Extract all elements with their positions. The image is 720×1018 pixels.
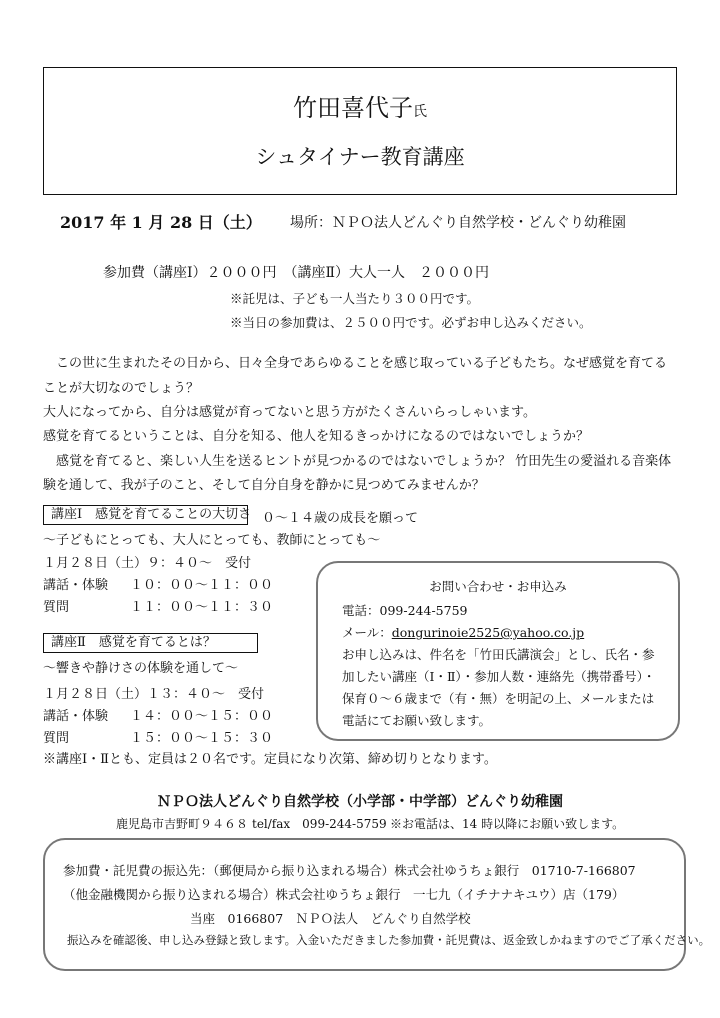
payment-line: 当座 0166807 ＮＰＯ法人 どんぐり自然学校: [190, 911, 471, 926]
intro-line: この世に生まれたその日から、日々全身であらゆることを感じ取っている子どもたち。なぜ感覚を育てる: [43, 356, 668, 371]
lecture1-row-time: １１：００～１１：３０: [130, 600, 274, 615]
intro-line: 大人になってから、自分は感覚が育ってないと思う方がたくさんいらっしゃいます。: [43, 405, 536, 420]
childcare-note: ※託児は、子ども一人当たり３００円です。: [230, 291, 480, 306]
intro-line: 感覚を育てると、楽しい人生を送るヒントが見つかるのではないでしょうか？ 竹田先生の愛溢れる音楽体: [43, 454, 672, 469]
organization-address: 鹿児島市吉野町９４６８: [116, 817, 249, 831]
lecture1-aside: ０～１４歳の成長を願って: [262, 511, 419, 526]
lecture1-label: 講座Ⅰ 感覚を育てることの大切さ: [43, 505, 248, 525]
lecture2-row-time: １４：００～１５：００: [130, 709, 274, 724]
contact-mail: [342, 623, 584, 641]
event-place: 場所：ＮＰＯ法人どんぐり自然学校・どんぐり幼稚園: [290, 215, 626, 231]
contact-email-link[interactable]: dongurinoie2525@yahoo.co.jp: [391, 625, 585, 640]
organization-telfax: tel/fax 099-244-5759: [252, 817, 387, 831]
lecture2-reception: １月２８日（土）１３：４０～ 受付: [43, 687, 265, 702]
lecturer-name-text: 竹田喜代子: [293, 94, 413, 122]
intro-line: 感覚を育てるということは、自分を知る、他人を知るきっかけになるのではないでしょうか？: [43, 429, 590, 444]
contact-box: [316, 561, 680, 741]
payment-line: （他金融機関から振り込まれる場合）株式会社ゆうちょ銀行 一七九（イチナナキユウ）店（179）: [63, 887, 625, 902]
payment-box: [43, 838, 711, 971]
organization-phone-note: ※お電話は、14 時以降にお願い致します。: [390, 817, 625, 831]
capacity-note: ※講座Ⅰ・Ⅱとも、定員は２０名です。定員になり次第、締め切りとなります。: [43, 752, 497, 767]
intro-line: 験を通して、我が子のこと、そして自分自身を静かに見つめてみませんか？: [43, 478, 485, 493]
intro-line: ことが大切なのでしょう？: [43, 381, 200, 396]
organization-name: ＮＰＯ法人どんぐり自然学校（小学部・中学部）どんぐり幼稚園: [157, 794, 563, 810]
lecturer-name: [44, 88, 676, 123]
same-day-fee-note: ※当日の参加費は、２５００円です。必ずお申し込みください。: [230, 315, 592, 330]
contact-body-line: 加したい講座（Ⅰ・Ⅱ）・参加人数・連絡先（携帯番号）・: [342, 669, 656, 684]
lecture1-subtitle: ～子どもにとっても、大人にとっても、教師にとっても～: [43, 533, 381, 548]
lecture2-subtitle: ～響きや静けさの体験を通して～: [43, 661, 239, 676]
lecture2-row-time: １５：００～１５：３０: [130, 731, 274, 746]
contact-phone: 電話：099-244-5759: [342, 603, 468, 618]
lecture1-reception: １月２８日（土）９：４０～ 受付: [43, 556, 252, 571]
contact-body-line: お申し込みは、件名を「竹田氏講演会」とし、氏名・参: [342, 647, 655, 662]
lecture1-row-time: １０：００～１１：００: [130, 578, 274, 593]
honorific: 氏: [413, 104, 427, 120]
lecture1-row-label: 質問: [43, 600, 70, 615]
contact-body-line: 電話にてお願い致します。: [342, 713, 492, 728]
event-date: 2017 年 1 月 28 日（土）: [60, 213, 262, 232]
course-title: シュタイナー教育講座: [255, 145, 465, 169]
payment-line: 参加費・託児費の振込先：（郵便局から振り込まれる場合）株式会社ゆうちょ銀行 01710-7-166807: [63, 863, 636, 878]
contact-body-line: 保育０～６歳まで（有・無）を明記の上、メールまたは: [342, 691, 655, 706]
contact-title: お問い合わせ・お申込み: [429, 579, 567, 594]
lecture2-label: 講座Ⅱ 感覚を育てるとは？: [43, 633, 258, 653]
lecture1-row-label: 講話・体験: [43, 578, 109, 593]
payment-line: 振込みを確認後、申し込み登録と致します。入金いただきました参加費・託児費は、返金致しかねますのでご了承ください。: [67, 933, 711, 947]
fee-info: 参加費（講座Ⅰ）２０００円 （講座Ⅱ）大人一人 ２０００円: [103, 265, 490, 281]
lecture2-row-label: 講話・体験: [43, 709, 109, 724]
title-box: [43, 67, 677, 195]
contact-mail-label: メール：: [342, 625, 392, 640]
lecture2-row-label: 質問: [43, 731, 70, 746]
